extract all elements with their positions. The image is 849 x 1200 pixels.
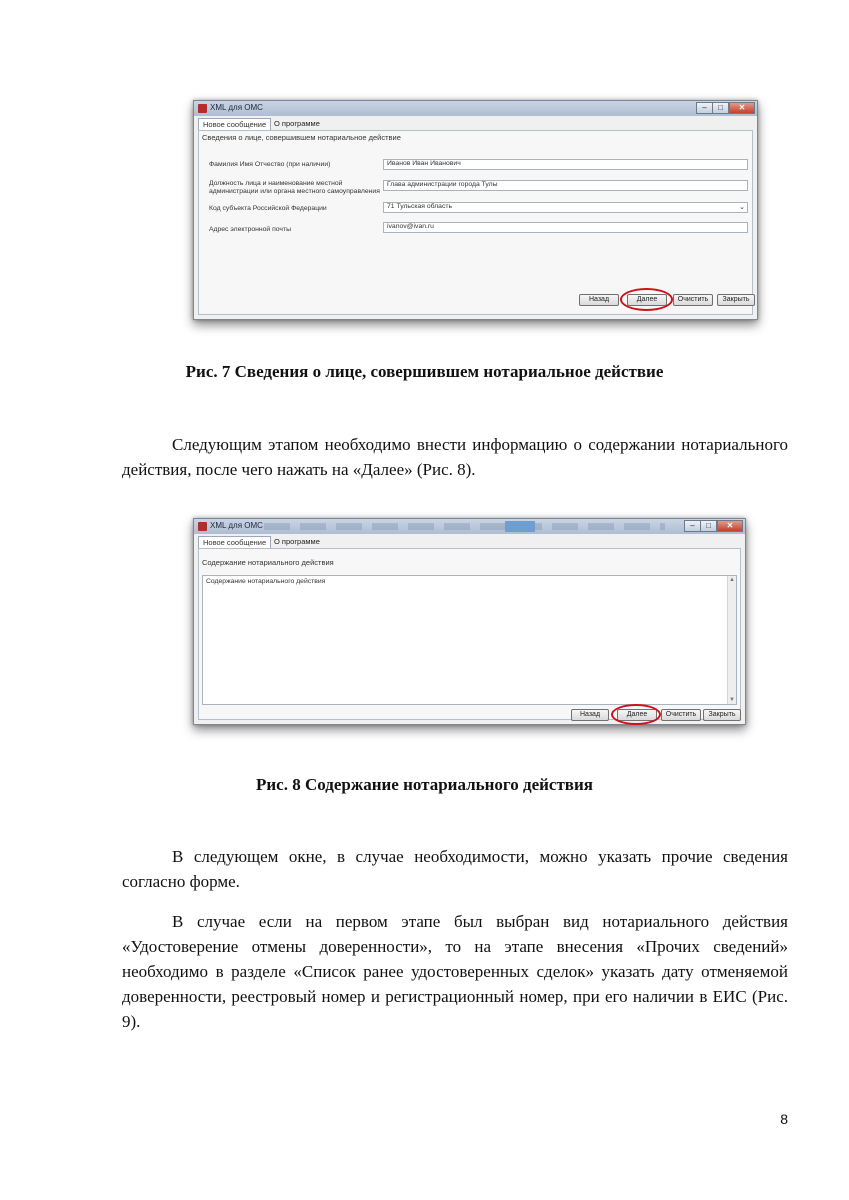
paragraph-line: В следующем окне, в случае необходимости, можно указать прочие сведения	[172, 847, 788, 866]
next-button[interactable]: Далее	[617, 709, 657, 721]
tab-about[interactable]: О программе	[274, 119, 320, 128]
app-icon	[198, 104, 207, 113]
taskbar-blur	[264, 523, 665, 530]
highlight-oval	[620, 288, 673, 311]
close-button[interactable]: Закрыть	[717, 294, 755, 306]
paragraph-1	[122, 432, 788, 482]
figure7-content	[198, 130, 753, 315]
label-position: Должность лица и наименование местной администрации или органа местного самоуправления	[209, 180, 380, 195]
figure7-window	[193, 100, 758, 320]
next-button[interactable]: Далее	[627, 294, 667, 306]
minimize-icon[interactable]: –	[696, 102, 713, 114]
close-button[interactable]: Закрыть	[703, 709, 741, 721]
paragraph-line: В случае если на первом этапе был выбран вид нотариального действия	[172, 912, 788, 931]
input-position[interactable]: Глава администрации города Тулы	[383, 180, 748, 191]
label-email: Адрес электронной почты	[209, 226, 291, 233]
paragraph-2	[122, 844, 788, 894]
clear-button[interactable]: Очистить	[661, 709, 701, 721]
textarea-text: Содержание нотариального действия	[206, 578, 326, 585]
window-title: XML для ОМС	[210, 103, 263, 112]
figure8-content	[198, 548, 741, 720]
paragraph-line: 9).	[122, 1012, 141, 1031]
paragraph-line: доверенности, реестровый номер и регистрационный номер, при его наличии в ЕИС (Рис.	[122, 987, 788, 1006]
paragraph-line: Следующим этапом необходимо внести информацию о содержании нотариального	[172, 435, 788, 454]
paragraph-line: действия, после чего нажать на «Далее» (Рис. 8).	[122, 460, 476, 479]
app-icon	[198, 522, 207, 531]
figure8-window	[193, 518, 746, 725]
scrollbar[interactable]	[727, 576, 736, 704]
tab-new-message[interactable]: Новое сообщение	[198, 118, 271, 130]
select-region[interactable]	[383, 202, 748, 213]
content-textarea[interactable]	[202, 575, 737, 705]
maximize-icon[interactable]: □	[700, 520, 717, 532]
label-region-code: Код субъекта Российской Федерации	[209, 205, 327, 212]
paragraph-line: «Удостоверение отмены доверенности», то на этапе внесения «Прочих сведений»	[122, 937, 788, 956]
figure8-titlebar	[194, 519, 745, 534]
figure7-titlebar	[194, 101, 757, 116]
section-header: Содержание нотариального действия	[202, 558, 334, 567]
section-header: Сведения о лице, совершившем нотариальное действие	[202, 133, 401, 142]
back-button[interactable]: Назад	[579, 294, 619, 306]
minimize-icon[interactable]: –	[684, 520, 701, 532]
clear-button[interactable]: Очистить	[673, 294, 713, 306]
input-email[interactable]: ivanov@ivan.ru	[383, 222, 748, 233]
chevron-down-icon: ⌄	[739, 204, 745, 211]
paragraph-line: согласно форме.	[122, 872, 240, 891]
input-fio[interactable]: Иванов Иван Иванович	[383, 159, 748, 170]
select-region-value: 71 Тульская область	[387, 203, 453, 210]
figure8-caption: Рис. 8 Содержание нотариального действия	[256, 775, 593, 794]
back-button[interactable]: Назад	[571, 709, 609, 721]
window-title: XML для ОМС	[210, 521, 263, 530]
scroll-down-icon[interactable]: ▼	[729, 697, 735, 703]
page-number: 8	[780, 1111, 788, 1127]
paragraph-line: необходимо в разделе «Список ранее удостоверенных сделок» указать дату отменяемой	[122, 962, 788, 981]
label-fio: Фамилия Имя Отчество (при наличии)	[209, 161, 331, 168]
close-icon[interactable]: ✕	[729, 102, 755, 114]
maximize-icon[interactable]: □	[712, 102, 729, 114]
highlight-oval	[611, 704, 661, 725]
scroll-up-icon[interactable]: ▲	[729, 577, 735, 583]
paragraph-3	[122, 909, 788, 1034]
figure7-caption: Рис. 7 Сведения о лице, совершившем нотариальное действие	[185, 362, 664, 381]
tab-new-message[interactable]: Новое сообщение	[198, 536, 271, 548]
tab-about[interactable]: О программе	[274, 537, 320, 546]
close-icon[interactable]: ✕	[717, 520, 743, 532]
